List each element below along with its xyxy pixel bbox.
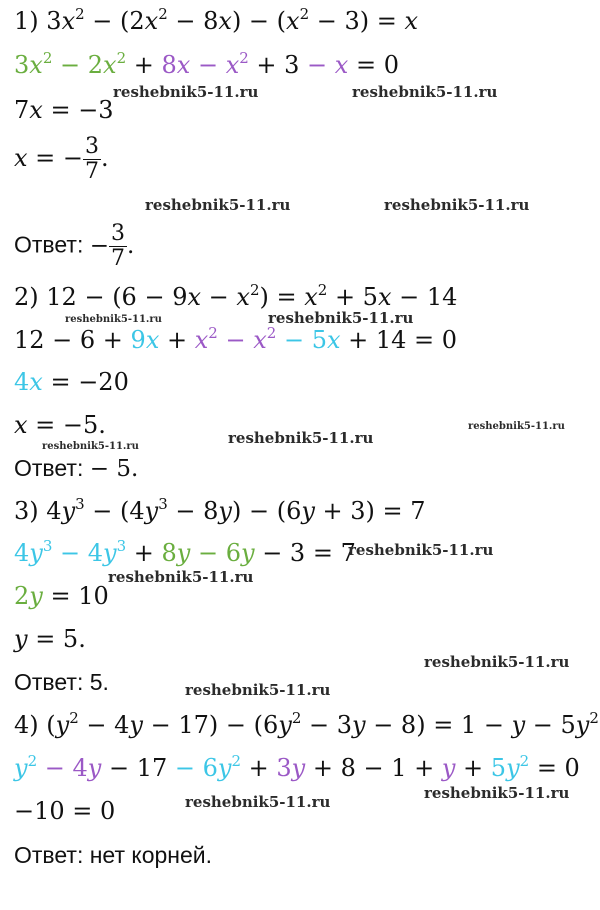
p1-number: 1): [14, 7, 39, 35]
p4-answer-value: нет корней.: [89, 842, 213, 868]
p1-answer: Ответ: − $\frac{3}{7}$ .: [14, 221, 135, 271]
watermark: reshebnik5-11.ru: [42, 441, 139, 452]
p3-equation: 3) $4y^3 - (4y^3 - 8y) - (6y + 3) = 7$: [14, 495, 426, 525]
p1-step-1: $3x^2 - 2x^2 + 8x - x^2 + 3 - x = 0$: [14, 49, 399, 79]
p4-answer: [14, 840, 212, 870]
p1-equation: 1) $3x^2 - (2x^2 - 8x) - (x^2 - 3) = x$: [14, 5, 419, 35]
watermark: reshebnik5-11.ru: [228, 429, 374, 447]
p4-step-2: −10 = 0: [14, 797, 116, 825]
watermark: reshebnik5-11.ru: [108, 568, 254, 586]
p3-number: 3): [14, 497, 39, 525]
p3-answer-value: 5.: [89, 669, 109, 695]
watermark: reshebnik5-11.ru: [424, 784, 570, 802]
watermark: reshebnik5-11.ru: [352, 83, 498, 101]
watermark: reshebnik5-11.ru: [145, 196, 291, 214]
p3-answer: [14, 667, 109, 697]
watermark: reshebnik5-11.ru: [185, 681, 331, 699]
p2-answer: Ответ: − 5.: [14, 455, 139, 482]
watermark: reshebnik5-11.ru: [348, 541, 494, 559]
p3-step-1: $4y^3 - 4y^3 + 8y - 6y - 3 = 7$: [14, 537, 356, 567]
p4-step-1: $y^2 - 4y - 17 - 6y^2 + 3y + 8 - 1 + y + 5y^2 = 0$: [14, 752, 580, 782]
p2-step-3: x = −5.: [14, 411, 106, 439]
answer-label: Ответ:: [14, 842, 84, 868]
watermark: reshebnik5-11.ru: [468, 421, 565, 432]
p1-step-3: x = − $\frac{3}{7}$ .: [14, 134, 109, 184]
watermark: reshebnik5-11.ru: [113, 83, 259, 101]
p3-step-2: 2y = 10: [14, 582, 109, 610]
p2-step-1: $12 - 6 + 9x + x^2 - x^2 - 5x + 14 = 0$: [14, 324, 458, 354]
watermark: reshebnik5-11.ru: [424, 653, 570, 671]
p1-step-2: 7x = −3: [14, 96, 114, 124]
p4-equation: 4) $(y^2 - 4y - 17) - (6y^2 - 3y - 8) = 1 - y - 5y^2$: [14, 709, 599, 739]
answer-label: Ответ:: [14, 455, 84, 481]
answer-label: Ответ:: [14, 231, 84, 258]
watermark: reshebnik5-11.ru: [384, 196, 530, 214]
p2-equation: 2) $12 - (6 - 9x - x^2) = x^2 + 5x - 14$: [14, 281, 458, 311]
watermark: reshebnik5-11.ru: [65, 314, 162, 325]
p3-step-3: y = 5.: [14, 625, 86, 653]
watermark: reshebnik5-11.ru: [268, 309, 414, 327]
watermark: reshebnik5-11.ru: [185, 793, 331, 811]
answer-label: Ответ:: [14, 669, 84, 695]
p2-step-2: 4x = −20: [14, 368, 129, 396]
p2-number: 2): [14, 283, 39, 311]
p4-number: 4): [14, 711, 39, 739]
